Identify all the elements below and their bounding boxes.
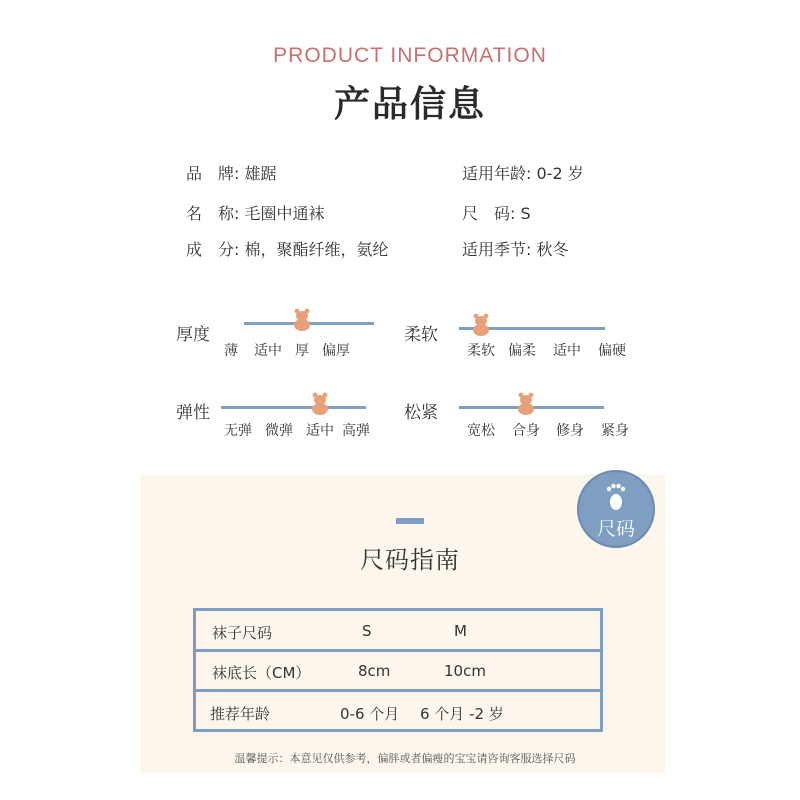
attribute-option: 高弹 [342,423,370,439]
attribute-option: 适中 [306,423,334,439]
row-length-m: 10cm [444,662,486,680]
title-en: PRODUCT INFORMATION [273,44,547,67]
brand-value: 雄踞 [244,164,277,183]
attribute-track [221,406,366,409]
foot-icon [605,482,627,516]
row-size-s: S [362,622,372,640]
attribute-name: 弹性 [176,403,210,423]
row-length-label: 袜底长（CM） [212,664,311,682]
info-material [186,237,389,260]
title-cn: 产品信息 [333,84,486,125]
attribute-option: 厚 [295,343,309,359]
attribute-option: 合身 [512,423,540,439]
attribute-name: 松紧 [404,403,438,423]
size-label: 尺 码: [462,204,516,223]
attribute-option: 微弹 [265,423,293,439]
size-guide-title: 尺码指南 [360,546,460,574]
material-label: 成 分: [186,240,240,259]
size-tip: 温馨提示：本意见仅供参考，偏胖或者偏瘦的宝宝请咨询客服选择尺码 [234,752,576,765]
attribute-option: 宽松 [467,423,495,439]
row-age-s: 0-6 个月 [340,705,400,723]
attribute-option: 薄 [224,343,238,359]
table-divider [196,689,600,692]
info-brand [186,161,277,184]
attribute-option: 无弹 [224,423,252,439]
attribute-option: 适中 [553,343,581,359]
name-value: 毛圈中通袜 [244,204,325,223]
brand-label: 品 牌: [186,164,240,183]
attribute-option: 偏硬 [598,343,626,359]
row-size-m: M [454,622,467,640]
size-table [193,608,603,732]
attribute-option: 适中 [254,343,282,359]
age-label: 适用年龄: [462,164,532,183]
size-badge [577,470,655,548]
row-length-s: 8cm [358,662,391,680]
attribute-option: 修身 [556,423,584,439]
info-name [186,201,325,224]
info-size [462,201,531,224]
level-marker-icon [516,391,536,415]
attribute-option: 偏厚 [322,343,350,359]
attribute-option: 紧身 [601,423,629,439]
name-label: 名 称: [186,204,240,223]
season-label: 适用季节: [462,240,532,259]
row-size-label: 袜子尺码 [212,624,273,642]
attribute-option: 偏柔 [508,343,536,359]
material-value: 棉，聚酯纤维，氨纶 [244,240,389,259]
level-marker-icon [471,312,491,336]
attribute-option: 柔软 [467,343,495,359]
age-value: 0-2 岁 [536,164,584,183]
table-divider [196,649,600,652]
season-value: 秋冬 [536,240,569,259]
level-marker-icon [292,307,312,331]
guide-accent-bar [396,518,424,524]
badge-label: 尺码 [596,518,635,540]
size-value: S [520,204,531,223]
row-age-label: 推荐年龄 [210,705,271,723]
info-season [462,237,569,260]
attribute-name: 柔软 [404,325,438,345]
row-age-m: 6 个月 -2 岁 [420,705,504,723]
level-marker-icon [310,391,330,415]
info-age [462,161,584,184]
attribute-name: 厚度 [176,325,210,345]
